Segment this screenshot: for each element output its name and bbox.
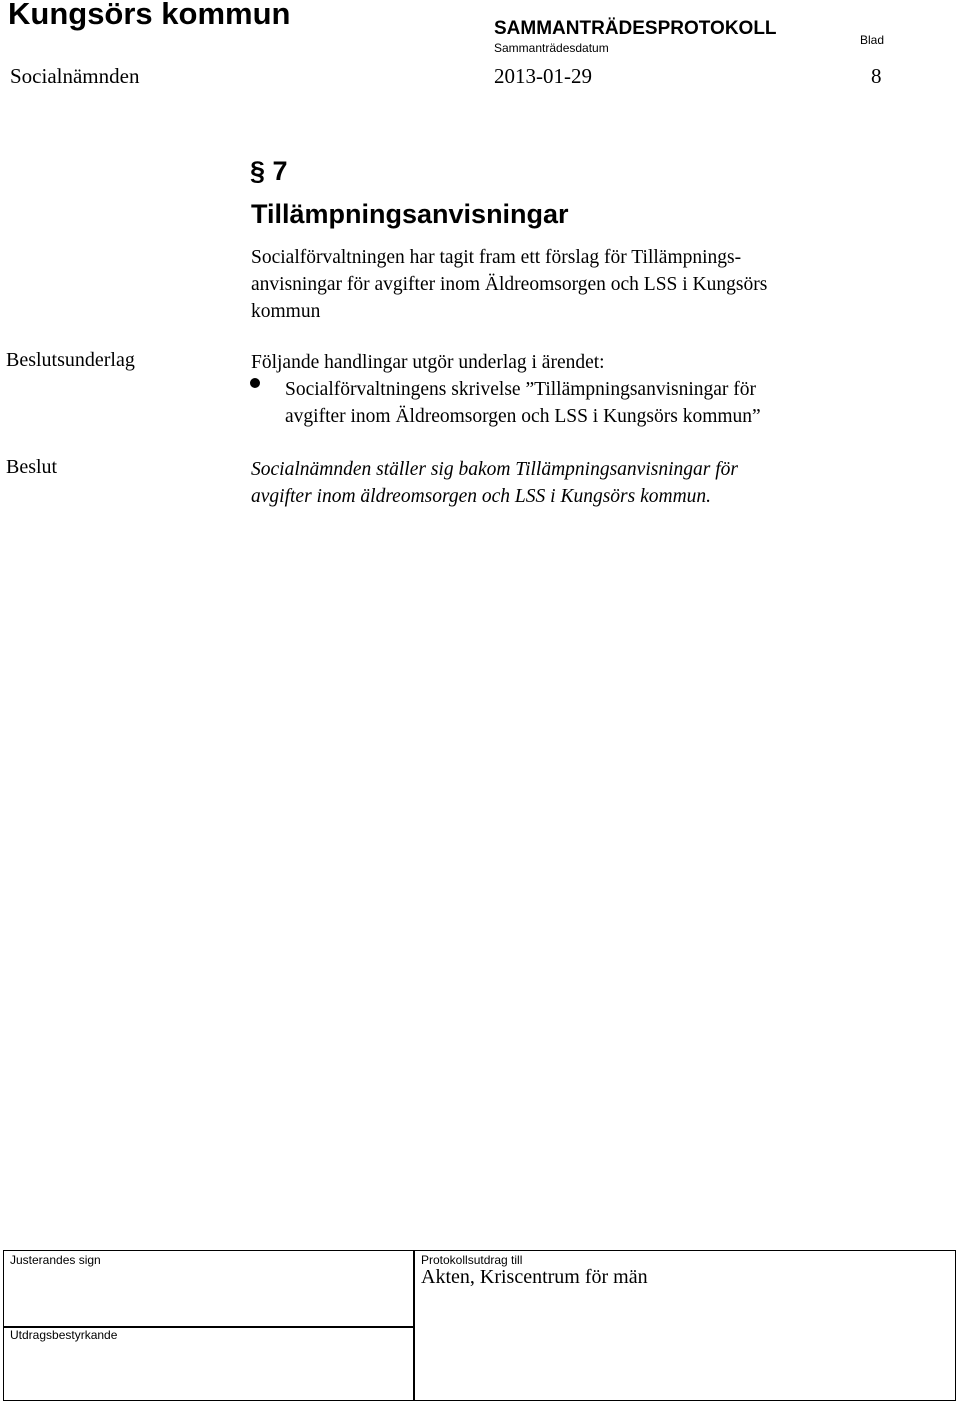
section-number: § 7 (250, 156, 288, 186)
justerandes-sign-label: Justerandes sign (10, 1253, 101, 1267)
page-number: 8 (871, 64, 882, 88)
decision-text (251, 456, 738, 510)
list-item-line: avgifter inom Äldreomsorgen och LSS i Kungsörs kommun” (285, 406, 761, 427)
meeting-date-label: Sammanträdesdatum (494, 41, 609, 55)
intro-line: Socialförvaltningen har tagit fram ett förslag för Tillämpnings- (251, 247, 742, 268)
intro-line: anvisningar för avgifter inom Äldreomsorgen och LSS i Kungsörs (251, 274, 768, 295)
section-title: Tillämpningsanvisningar (251, 199, 569, 229)
bullet-icon (250, 378, 260, 388)
underlag-label: Beslutsunderlag (6, 349, 135, 371)
decision-line: Socialnämnden ställer sig bakom Tillämpningsanvisningar för (251, 459, 738, 480)
decision-line: avgifter inom äldreomsorgen och LSS i Kungsörs kommun. (251, 486, 712, 507)
meeting-date: 2013-01-29 (494, 64, 592, 88)
protokollsutdrag-label: Protokollsutdrag till (421, 1253, 523, 1267)
underlag-intro: Följande handlingar utgör underlag i ärendet: (251, 352, 605, 373)
list-item-line: Socialförvaltningens skrivelse ”Tillämpningsanvisningar för (285, 379, 756, 400)
committee-name: Socialnämnden (10, 64, 140, 88)
organization-name: Kungsörs kommun (8, 0, 291, 31)
document-type: SAMMANTRÄDESPROTOKOLL (494, 18, 777, 39)
intro-paragraph (251, 244, 767, 325)
intro-line: kommun (251, 301, 321, 322)
protokollsutdrag-value: Akten, Kriscentrum för män (421, 1266, 648, 1288)
utdragsbestyrkande-label: Utdragsbestyrkande (10, 1328, 118, 1342)
beslut-label: Beslut (6, 456, 58, 478)
underlag-list-item (285, 376, 761, 430)
page-label: Blad (860, 33, 885, 47)
